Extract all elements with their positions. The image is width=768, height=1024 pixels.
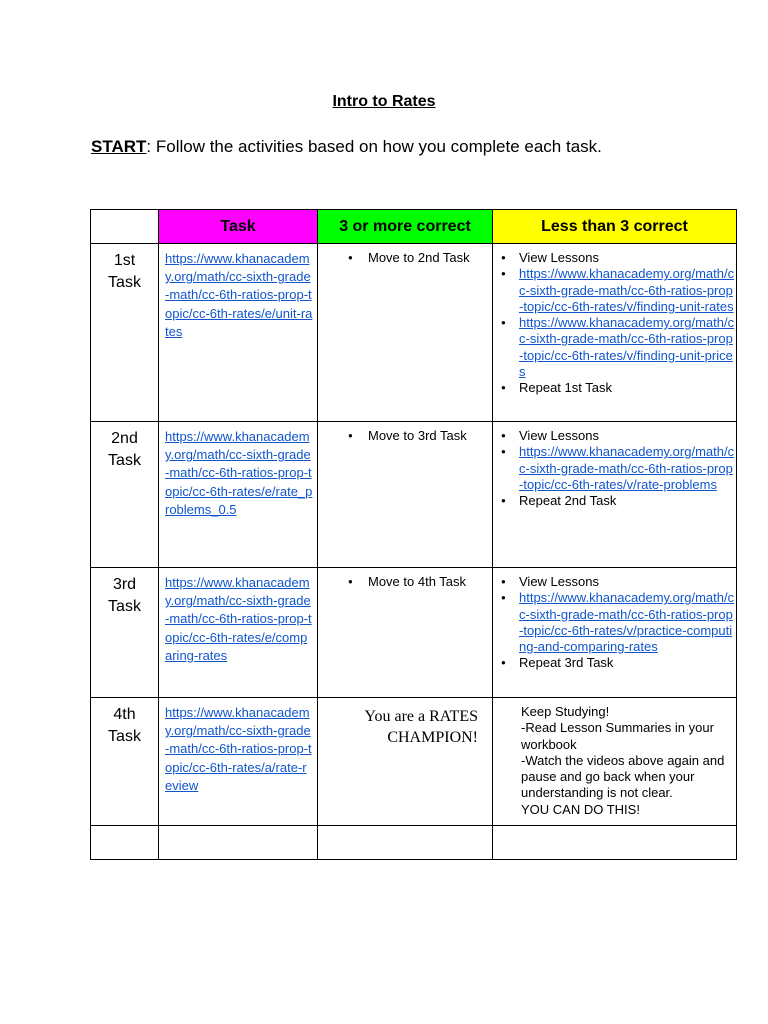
view-lessons-item: ● View Lessons xyxy=(493,574,736,590)
header-three-or-more-correct: 3 or more correct xyxy=(318,210,493,244)
keep-studying-note xyxy=(493,698,736,818)
lesson-link[interactable]: https://www.khanacademy.org/math/cc-sixth-grade-math/cc-6th-ratios-prop-topic/cc-6th-rates/v/rate-problems xyxy=(519,444,735,492)
start-text: : Follow the activities based on how you complete each task. xyxy=(146,137,602,156)
header-less-than-three-correct: Less than 3 correct xyxy=(493,210,737,244)
header-task: Task xyxy=(159,210,318,244)
row-label: 4th Task xyxy=(91,698,159,826)
activity-table xyxy=(90,209,737,860)
table-row-empty xyxy=(91,826,737,860)
document-title: Intro to Rates xyxy=(332,93,436,110)
studying-line: -Read Lesson Summaries in your workbook xyxy=(521,720,714,752)
header-blank xyxy=(91,210,159,244)
lesson-link[interactable]: https://www.khanacademy.org/math/cc-sixth-grade-math/cc-6th-ratios-prop-topic/cc-6th-rates/v/practice-computing-and-comparing-rates xyxy=(519,590,735,655)
studying-line: Keep Studying! xyxy=(521,704,610,719)
task-link[interactable]: https://www.khanacademy.org/math/cc-sixth-grade-math/cc-6th-ratios-prop-topic/cc-6th-rates/a/rate-review xyxy=(165,705,312,793)
table-header-row xyxy=(91,210,737,244)
empty-cell xyxy=(318,826,493,860)
lesson-link[interactable]: https://www.khanacademy.org/math/cc-sixth-grade-math/cc-6th-ratios-prop-topic/cc-6th-rates/v/finding-unit-rates xyxy=(519,266,735,314)
table-row-2nd-task xyxy=(91,422,737,568)
studying-line: -Watch the videos above again and pause and go back when your understanding is not clear. xyxy=(521,752,725,801)
empty-cell xyxy=(493,826,737,860)
repeat-task-item: ● Repeat 2nd Task xyxy=(493,493,736,509)
lesson-link-item xyxy=(493,444,736,493)
task-link[interactable]: https://www.khanacademy.org/math/cc-sixth-grade-math/cc-6th-ratios-prop-topic/cc-6th-rates/e/comparing-rates xyxy=(165,575,312,663)
task-link[interactable]: https://www.khanacademy.org/math/cc-sixth-grade-math/cc-6th-ratios-prop-topic/cc-6th-rates/e/unit-rates xyxy=(165,251,313,339)
start-instructions xyxy=(91,137,602,157)
row-label: 1st Task xyxy=(91,244,159,422)
table-row-1st-task xyxy=(91,244,737,422)
empty-cell xyxy=(91,826,159,860)
table-row-4th-task xyxy=(91,698,737,826)
table-row-3rd-task xyxy=(91,568,737,698)
move-on-item: ● Move to 2nd Task xyxy=(318,250,492,266)
lesson-link-item xyxy=(493,266,736,315)
view-lessons-item: ● View Lessons xyxy=(493,428,736,444)
row-label: 2nd Task xyxy=(91,422,159,568)
move-on-item: ● Move to 3rd Task xyxy=(318,428,492,444)
empty-cell xyxy=(159,826,318,860)
row-label: 3rd Task xyxy=(91,568,159,698)
move-on-item: ● Move to 4th Task xyxy=(318,574,492,590)
view-lessons-item: ● View Lessons xyxy=(493,250,736,266)
lesson-link[interactable]: https://www.khanacademy.org/math/cc-sixth-grade-math/cc-6th-ratios-prop-topic/cc-6th-rates/v/finding-unit-prices xyxy=(519,315,735,380)
champion-message: You are a RATES CHAMPION! xyxy=(364,708,478,746)
start-label: START xyxy=(91,137,147,156)
lesson-link-item xyxy=(493,315,736,380)
repeat-task-item: ● Repeat 1st Task xyxy=(493,380,736,396)
task-link[interactable]: https://www.khanacademy.org/math/cc-sixth-grade-math/cc-6th-ratios-prop-topic/cc-6th-rates/e/rate_problems_0.5 xyxy=(165,429,313,517)
studying-line: YOU CAN DO THIS! xyxy=(521,801,640,817)
lesson-link-item xyxy=(493,590,736,655)
repeat-task-item: ● Repeat 3rd Task xyxy=(493,655,736,671)
